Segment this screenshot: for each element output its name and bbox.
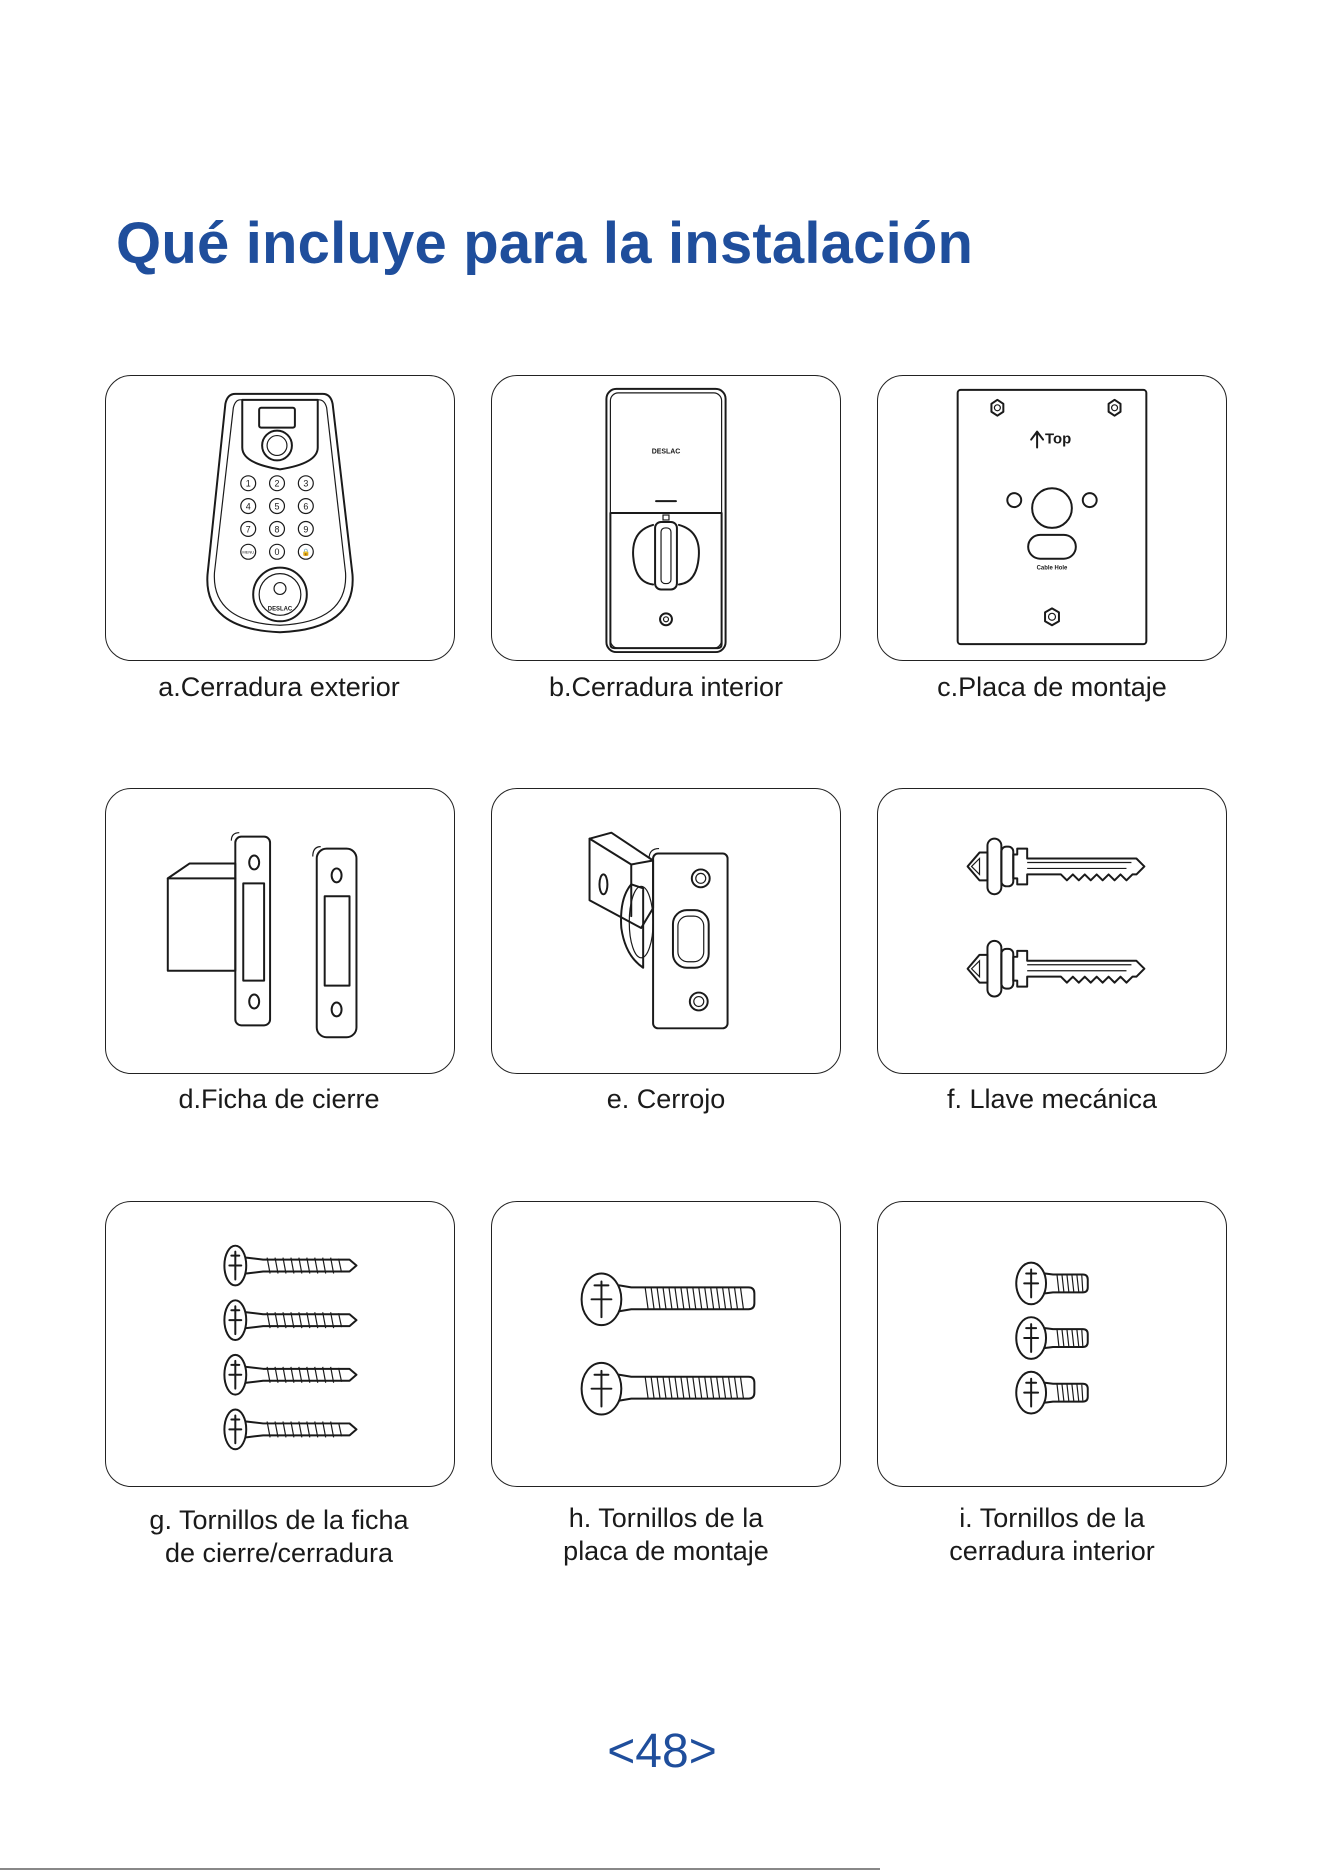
bottom-rule [0, 1868, 880, 1870]
item-caption-wood-screws: g. Tornillos de la ficha de cierre/cerradura [149, 1505, 409, 1568]
item-caption-exterior-lock: a.Cerradura exterior [158, 672, 400, 702]
long-machine-screws-icon [492, 1202, 840, 1486]
item-card-strike-plate [105, 788, 455, 1074]
svg-text:2: 2 [274, 478, 280, 489]
item-card-interior-lock [491, 375, 841, 661]
svg-text:7: 7 [245, 524, 251, 535]
item-caption-interior-lock: b.Cerradura interior [548, 672, 784, 702]
svg-text:5: 5 [274, 501, 280, 512]
item-caption-interior-screws: i. Tornillos de la cerradura interior [949, 1503, 1155, 1566]
mounting-plate-icon [878, 376, 1226, 660]
svg-text:MENU: MENU [242, 549, 255, 555]
svg-text:🔒: 🔒 [301, 549, 311, 557]
item-caption-mounting-plate: c.Placa de montaje [937, 672, 1167, 702]
svg-text:4: 4 [245, 501, 251, 512]
short-machine-screws-icon [878, 1202, 1226, 1486]
screw-icon [224, 1355, 356, 1395]
page-number: <48> [607, 1725, 717, 1778]
item-card-deadbolt [491, 788, 841, 1074]
svg-text:Cable Hole: Cable Hole [1036, 565, 1068, 572]
svg-text:DESLAC: DESLAC [267, 606, 293, 613]
item-card-exterior-lock [105, 375, 455, 661]
svg-text:Top: Top [1045, 431, 1072, 448]
screw-icon [224, 1246, 356, 1286]
page-title: Qué incluye para la instalación [116, 211, 974, 276]
screw-icon [582, 1273, 755, 1325]
key-icon [968, 941, 1145, 997]
svg-text:3: 3 [303, 478, 309, 489]
svg-text:0: 0 [274, 547, 280, 558]
exterior-lock-icon [106, 376, 454, 660]
svg-text:9: 9 [303, 524, 309, 535]
screw-icon [1016, 1372, 1087, 1414]
svg-text:DESLAC: DESLAC [651, 448, 681, 456]
item-card-mounting-plate [877, 375, 1227, 661]
item-card-keys [877, 788, 1227, 1074]
svg-text:6: 6 [303, 501, 309, 512]
item-card-plate-screws [491, 1201, 841, 1487]
wood-screws-icon [106, 1202, 454, 1486]
screw-icon [582, 1363, 755, 1415]
keypad [241, 476, 313, 559]
item-caption-deadbolt: e. Cerrojo [606, 1084, 726, 1114]
svg-text:8: 8 [274, 524, 280, 535]
deadbolt-latch-icon [492, 789, 840, 1073]
screw-icon [1016, 1263, 1087, 1305]
screw-icon [224, 1300, 356, 1340]
strike-plate-icon [106, 789, 454, 1073]
screw-icon [1016, 1317, 1087, 1359]
item-card-wood-screws [105, 1201, 455, 1487]
mechanical-keys-icon [878, 789, 1226, 1073]
key-icon [968, 839, 1145, 895]
item-caption-keys: f. Llave mecánica [946, 1084, 1158, 1114]
item-caption-plate-screws: h. Tornillos de la placa de montaje [563, 1503, 769, 1566]
interior-lock-icon [492, 376, 840, 660]
screw-icon [224, 1410, 356, 1450]
item-caption-strike-plate: d.Ficha de cierre [178, 1084, 380, 1114]
svg-text:1: 1 [245, 478, 251, 489]
item-card-interior-screws [877, 1201, 1227, 1487]
